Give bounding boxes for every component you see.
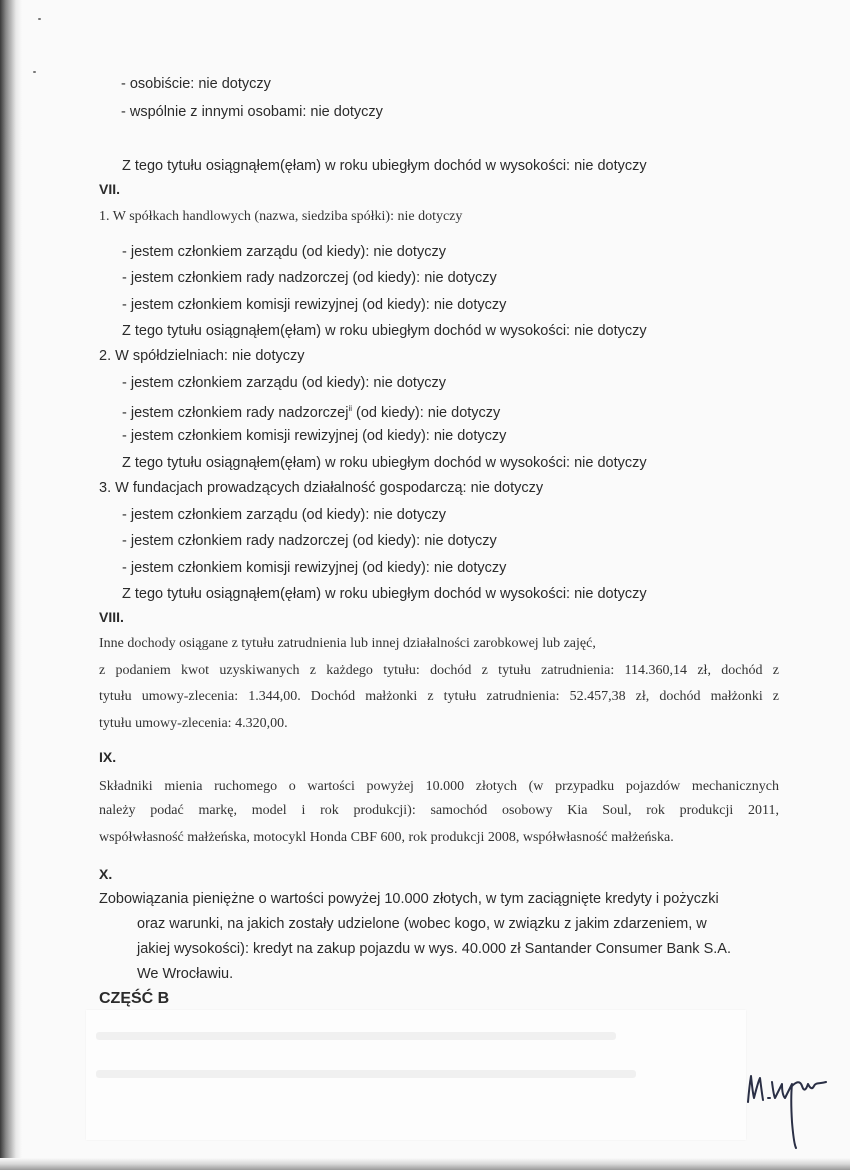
text-line: 3. W fundacjach prowadzących działalność gospodarczą: nie dotyczy (99, 480, 544, 496)
text-line: Z tego tytułu osiągnąłem(ęłam) w roku ubiegłym dochód w wysokości: nie dotyczy (122, 158, 647, 174)
scan-speck (38, 18, 41, 20)
text-line: - osobiście: nie dotyczy (121, 76, 271, 92)
text-line: - jestem członkiem zarządu (od kiedy): nie dotyczy (122, 375, 446, 391)
section-heading: VIII. (99, 609, 124, 625)
part-heading: CZĘŚĆ B (99, 990, 170, 1007)
text-line: jakiej wysokości): kredyt na zakup pojazdu w wys. 40.000 zł Santander Consumer Bank S.A. (137, 941, 731, 957)
text-line: Inne dochody osiągane z tytułu zatrudnienia lub innej działalności zarobkowej lub zajęć, (99, 636, 596, 651)
text-line: - jestem członkiem zarządu (od kiedy): nie dotyczy (122, 244, 446, 260)
text-line: oraz warunki, na jakich zostały udzielone (wobec kogo, w związku z jakim zdarzeniem, w (137, 916, 707, 932)
text-line: 2. W spółdzielniach: nie dotyczy (99, 348, 305, 364)
text-line: tytułu umowy-zlecenia: 4.320,00. (99, 716, 288, 731)
text-line: - jestem członkiem komisji rewizyjnej (od kiedy): nie dotyczy (122, 428, 507, 444)
section-heading: X. (99, 866, 113, 882)
text-fragment: - jestem członkiem rady nadzorczej (122, 404, 349, 421)
section-heading: VII. (99, 181, 121, 197)
scan-edge-left (0, 0, 22, 1170)
text-line: - jestem członkiem rady nadzorczej (od kiedy): nie dotyczy (122, 533, 497, 549)
text-line (122, 400, 500, 422)
redaction-overlay (86, 1010, 746, 1140)
text-line: - wspólnie z innymi osobami: nie dotyczy (121, 104, 383, 120)
scan-edge-bottom (0, 1158, 850, 1170)
text-line: współwłasność małżeńska, motocykl Honda CBF 600, rok produkcji 2008, współwłasność małżeńska. (99, 830, 674, 845)
text-line: Z tego tytułu osiągnąłem(ęłam) w roku ubiegłym dochód w wysokości: nie dotyczy (122, 455, 647, 471)
footnote-marker: ii (348, 404, 353, 413)
text-line: - jestem członkiem komisji rewizyjnej (od kiedy): nie dotyczy (122, 297, 507, 313)
text-line: Składniki mienia ruchomego o wartości powyżej 10.000 złotych (w przypadku pojazdów mechanicznych (99, 779, 779, 794)
text-line: - jestem członkiem komisji rewizyjnej (od kiedy): nie dotyczy (122, 560, 507, 576)
scan-speck (33, 71, 36, 73)
text-fragment: (od kiedy): nie dotyczy (352, 404, 501, 421)
text-line: należy podać markę, model i rok produkcji): samochód osobowy Kia Soul, rok produkcji 2011, (99, 803, 779, 818)
handwritten-signature (742, 1052, 832, 1152)
text-line: z podaniem kwot uzyskiwanych z każdego tytułu: dochód z tytułu zatrudnienia: 114.360,14 zł, dochód z (99, 663, 779, 678)
text-line: We Wrocławiu. (137, 966, 234, 982)
text-line: Z tego tytułu osiągnąłem(ęłam) w roku ubiegłym dochód w wysokości: nie dotyczy (122, 323, 647, 339)
text-line: Z tego tytułu osiągnąłem(ęłam) w roku ubiegłym dochód w wysokości: nie dotyczy (122, 586, 647, 602)
text-line: 1. W spółkach handlowych (nazwa, siedziba spółki): nie dotyczy (99, 209, 463, 224)
text-line: - jestem członkiem zarządu (od kiedy): nie dotyczy (122, 507, 446, 523)
text-line: Zobowiązania pieniężne o wartości powyżej 10.000 złotych, w tym zaciągnięte kredyty i pożyczki (99, 891, 719, 907)
text-line: tytułu umowy-zlecenia: 1.344,00. Dochód małżonki z tytułu zatrudnienia: 52.457,38 zł, dochód małżonki z (99, 689, 779, 704)
faint-text-bar (96, 1032, 616, 1040)
section-heading: IX. (99, 749, 117, 765)
text-line: - jestem członkiem rady nadzorczej (od kiedy): nie dotyczy (122, 270, 497, 286)
faint-text-bar (96, 1070, 636, 1078)
